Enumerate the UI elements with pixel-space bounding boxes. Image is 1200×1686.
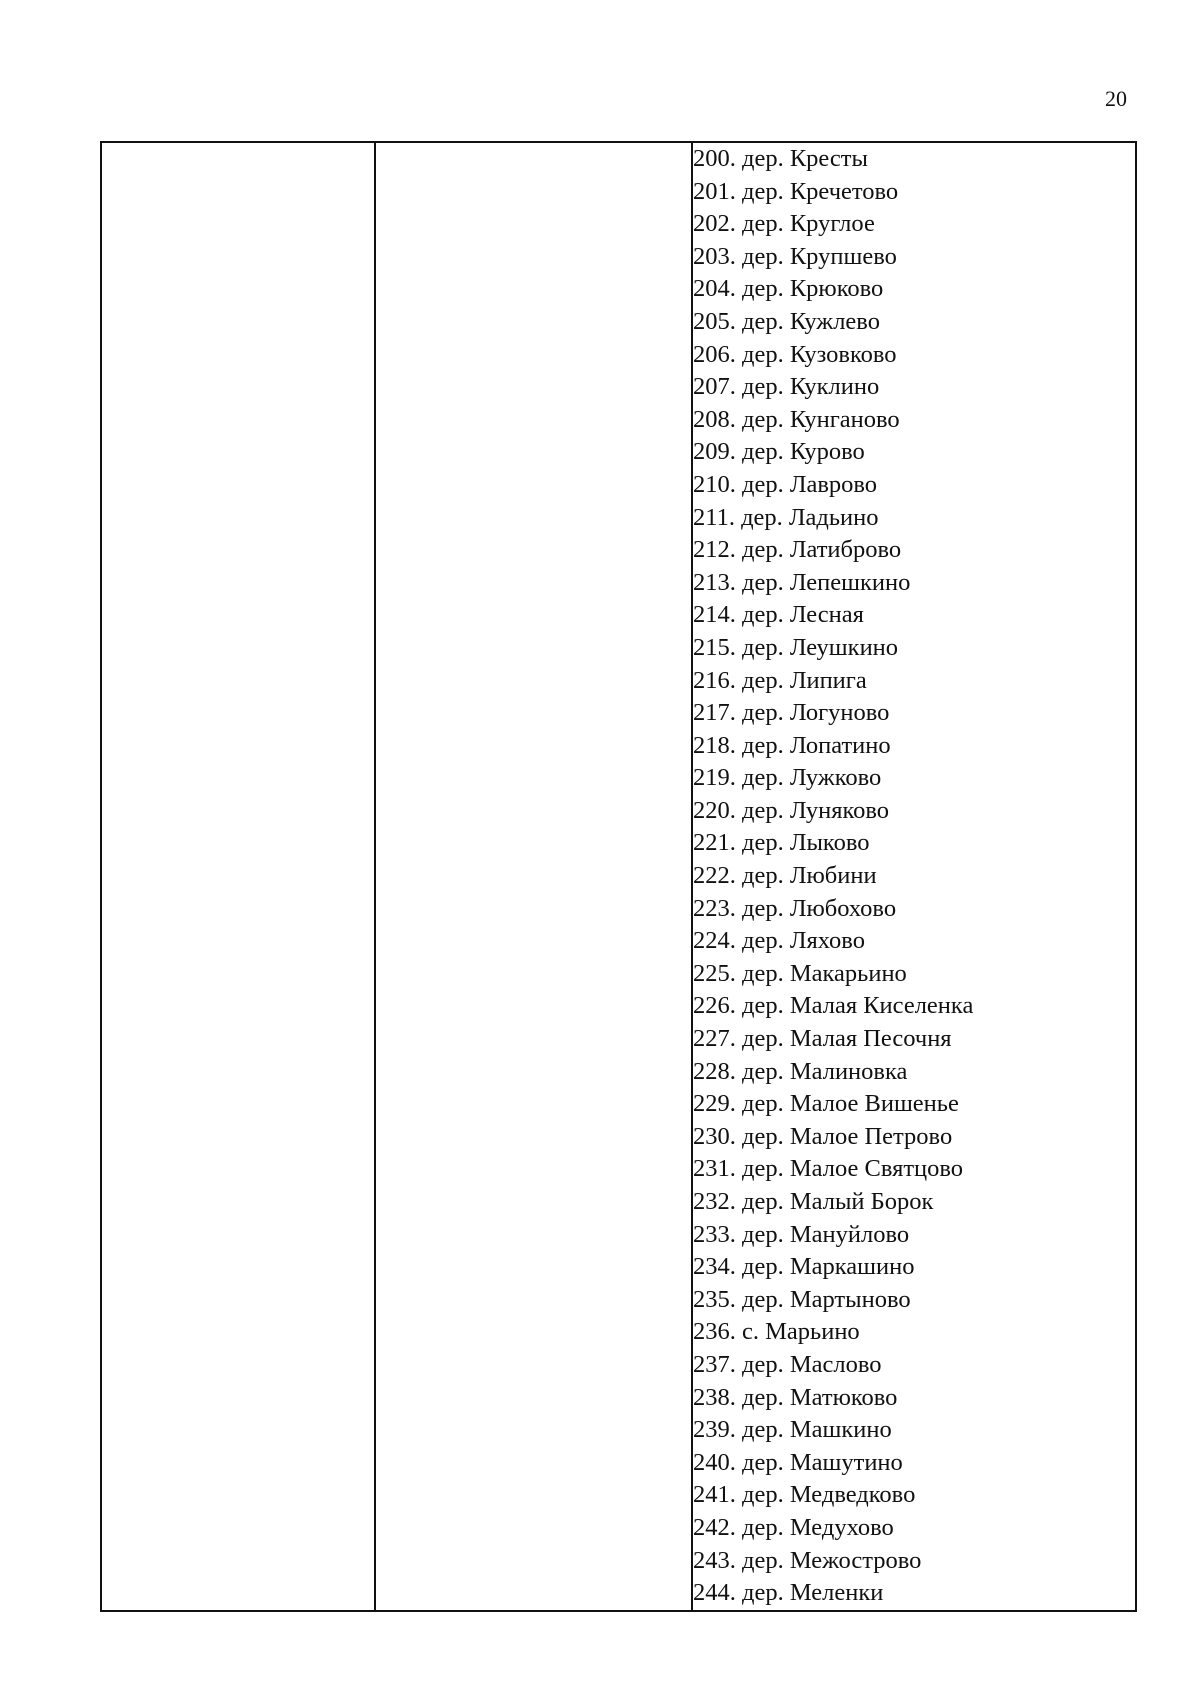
settlement-entry: 207. дер. Куклино <box>693 373 880 401</box>
settlement-entry: 220. дер. Луняково <box>693 796 890 824</box>
settlement-entry: 210. дер. Лаврово <box>693 470 878 498</box>
settlement-entry: 233. дер. Мануйлово <box>693 1220 910 1248</box>
settlement-list-cell <box>692 142 1136 1611</box>
settlement-entry: 232. дер. Малый Борок <box>693 1188 934 1215</box>
settlement-entry: 244. дер. Меленки <box>693 1579 884 1607</box>
settlement-entry: 215. дер. Леушкино <box>693 633 899 661</box>
settlement-entry: 223. дер. Любохово <box>693 894 897 922</box>
settlement-entry: 201. дер. Кречетово <box>693 177 899 205</box>
settlement-entry: 238. дер. Матюково <box>693 1383 898 1411</box>
settlement-entry: 234. дер. Маркашино <box>693 1253 915 1281</box>
settlements-table <box>100 141 1137 1612</box>
settlement-entry: 217. дер. Логуново <box>693 699 890 727</box>
settlement-entry: 200. дер. Кресты <box>693 145 868 172</box>
settlement-entry: 205. дер. Кужлево <box>693 307 880 335</box>
settlement-entry: 230. дер. Малое Петрово <box>693 1122 953 1150</box>
settlement-entry: 241. дер. Медведково <box>693 1481 916 1509</box>
settlement-entry: 236. с. Марьино <box>693 1318 860 1346</box>
settlement-list <box>693 143 1135 1610</box>
settlement-entry: 216. дер. Липига <box>693 666 867 694</box>
settlement-entry: 204. дер. Крюково <box>693 275 884 303</box>
settlement-entry: 240. дер. Машутино <box>693 1448 903 1476</box>
settlement-entry: 225. дер. Макарьино <box>693 959 907 987</box>
settlement-entry: 211. дер. Ладьино <box>693 503 879 531</box>
settlement-entry: 213. дер. Лепешкино <box>693 568 911 596</box>
page-number: 20 <box>1105 86 1127 111</box>
settlement-entry: 242. дер. Медухово <box>693 1513 894 1541</box>
settlement-entry: 208. дер. Кунганово <box>693 405 900 433</box>
settlement-entry: 239. дер. Машкино <box>693 1416 892 1444</box>
table-cell-empty-1 <box>101 142 375 1611</box>
settlement-entry: 222. дер. Любини <box>693 862 877 890</box>
settlement-entry: 209. дер. Курово <box>693 438 865 466</box>
settlement-entry: 203. дер. Крупшево <box>693 242 897 270</box>
table-cell-empty-2 <box>375 142 692 1611</box>
settlement-entry: 229. дер. Малое Вишенье <box>693 1090 959 1118</box>
settlement-entry: 212. дер. Латиброво <box>693 536 902 564</box>
settlement-entry: 235. дер. Мартыново <box>693 1285 911 1313</box>
settlement-entry: 231. дер. Малое Святцово <box>693 1155 964 1183</box>
settlement-entry: 206. дер. Кузовково <box>693 340 897 368</box>
table-row <box>101 142 1136 1611</box>
settlement-entry: 219. дер. Лужково <box>693 764 882 792</box>
settlement-entry: 221. дер. Лыково <box>693 829 870 857</box>
settlement-entry: 202. дер. Круглое <box>693 210 875 238</box>
settlement-entry: 243. дер. Межострово <box>693 1546 922 1574</box>
settlement-entry: 227. дер. Малая Песочня <box>693 1025 952 1053</box>
settlement-entry: 228. дер. Малиновка <box>693 1057 908 1085</box>
settlement-entry: 237. дер. Маслово <box>693 1350 882 1378</box>
settlement-entry: 218. дер. Лопатино <box>693 731 891 759</box>
settlement-entry: 224. дер. Ляхово <box>693 927 865 955</box>
settlement-entry: 226. дер. Малая Киселенка <box>693 992 974 1020</box>
settlement-entry: 214. дер. Лесная <box>693 601 864 629</box>
